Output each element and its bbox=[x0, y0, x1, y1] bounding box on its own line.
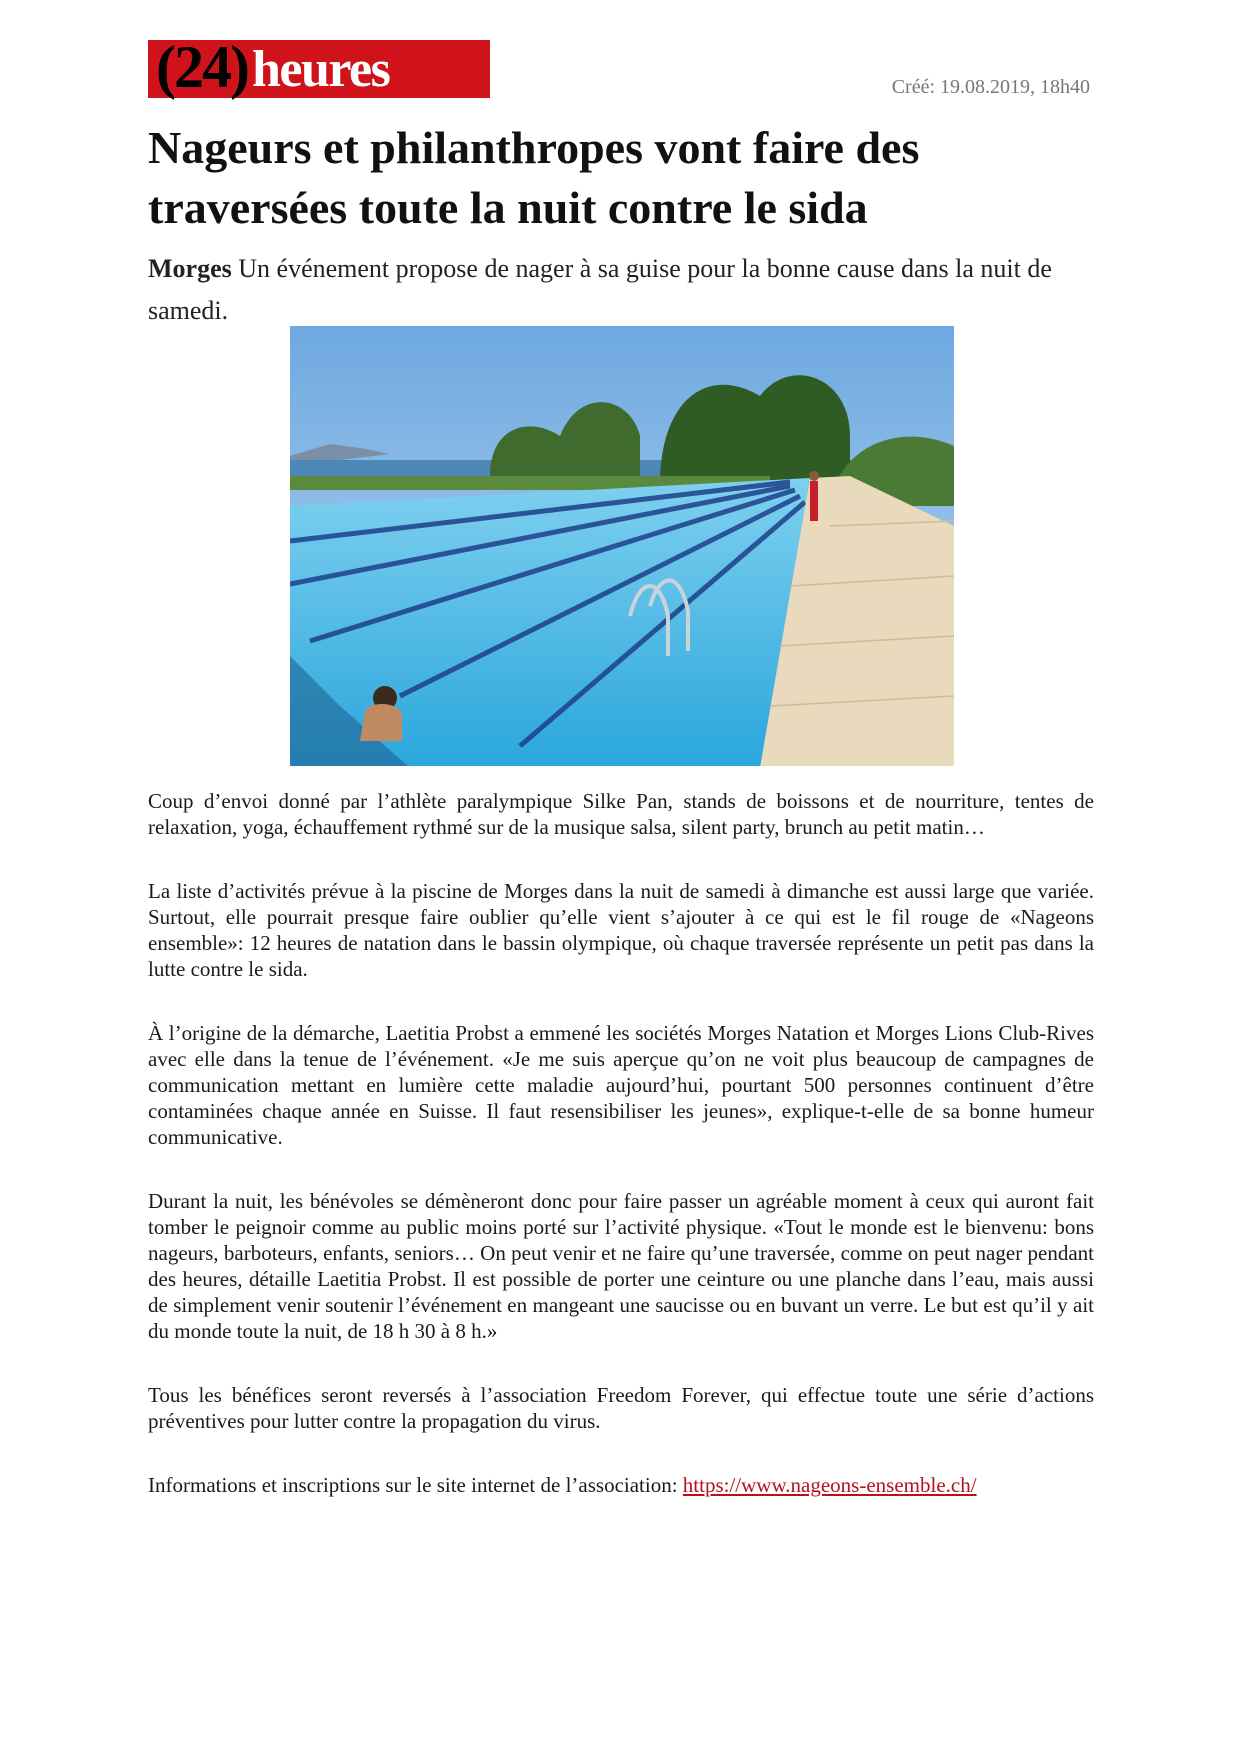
logo-word: heures bbox=[252, 40, 390, 98]
info-paragraph bbox=[148, 1472, 1094, 1498]
newspaper-logo bbox=[148, 33, 490, 100]
article-title: Nageurs et philanthropes vont faire des traversées toute la nuit contre le sida bbox=[148, 122, 920, 233]
article-body bbox=[148, 788, 1094, 1536]
article-paragraph: Durant la nuit, les bénévoles se démèneront donc pour faire passer un agréable moment à ceux qui auront fait tomber le peignoir comme au public moins porté sur l’activité physique. «Tout le monde est le bienvenu: bons nageurs, barboteurs, enfants, seniors… On peut venir et ne faire qu’une traversée, comme on peut nager pendant des heures, détaille Laetitia Probst. Il est possible de porter une ceinture ou une planche dans l’eau, mais aussi de simplement venir soutenir l’événement en mangeant une saucisse ou en buvant un verre. Le but est qu’il y ait du monde toute la nuit, de 18 h 30 à 8 h.» bbox=[148, 1189, 1094, 1343]
association-link[interactable]: https://www.nageons-ensemble.ch/ bbox=[682, 1473, 977, 1497]
created-date: Créé: 19.08.2019, 18h40 bbox=[891, 76, 1090, 98]
article-paragraph: Tous les bénéfices seront reversés à l’association Freedom Forever, qui effectue toute une série d’actions préventives pour lutter contre la propagation du virus. bbox=[148, 1383, 1094, 1433]
pool-photo bbox=[290, 326, 954, 768]
lede-place: Morges bbox=[148, 254, 232, 283]
info-text: Informations et inscriptions sur le site internet de l’association: bbox=[148, 1473, 683, 1497]
logo-number: ( 24 ) bbox=[156, 33, 248, 100]
article-paragraph: Coup d’envoi donné par l’athlète paralympique Silke Pan, stands de boissons et de nourriture, tentes de relaxation, yoga, échauffement rythmé sur de la musique salsa, silent party, brunch au petit matin… bbox=[148, 789, 1094, 839]
article-lede bbox=[148, 248, 1098, 332]
lede-text: Un événement propose de nager à sa guise pour la bonne cause dans la nuit de samedi. bbox=[148, 254, 1052, 325]
article-paragraph: La liste d’activités prévue à la piscine de Morges dans la nuit de samedi à dimanche est aussi large que variée. Surtout, elle pourrait presque faire oublier qu’elle vient s’ajouter à ce qui est le fil rouge de «Nageons ensemble»: 12 heures de natation dans le bassin olympique, où chaque traversée représente un petit pas dans la lutte contre le sida. bbox=[148, 879, 1094, 981]
article-paragraph: À l’origine de la démarche, Laetitia Probst a emmené les sociétés Morges Natation et Morges Lions Club-Rives avec elle dans la tenue de l’événement. «Je me suis aperçue qu’on ne voit plus beaucoup de campagnes de communication mettant en lumière cette maladie aujourd’hui, pourtant 500 personnes continuent d’être contaminées chaque année en Suisse. Il faut resensibiliser les jeunes», explique-t-elle de sa bonne humeur communicative. bbox=[148, 1021, 1094, 1149]
